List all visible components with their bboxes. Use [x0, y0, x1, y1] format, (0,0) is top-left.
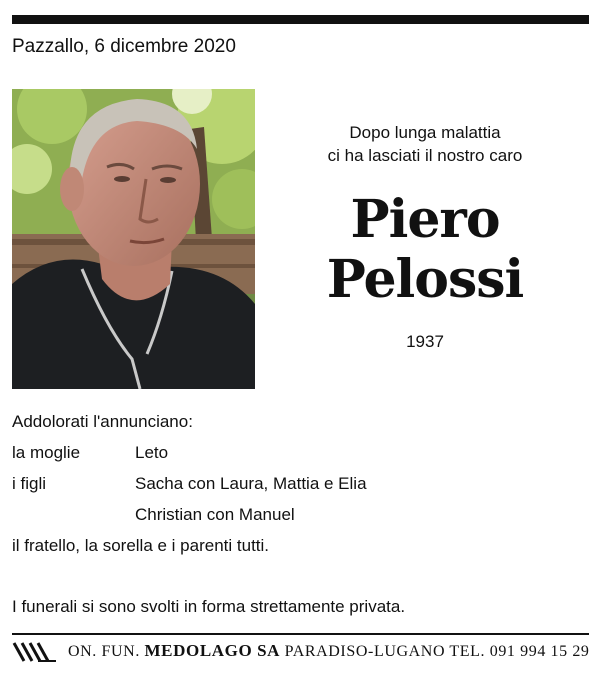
- portrait-photo: [12, 89, 255, 389]
- first-name: Piero: [350, 189, 500, 250]
- intro-line-1: Dopo lunga malattia: [349, 123, 501, 142]
- wife-label: la moglie: [12, 443, 81, 462]
- children-line-2: Christian con Manuel: [135, 505, 295, 524]
- funeral-note: I funerali si sono svolti in forma strettamente privata.: [12, 597, 406, 616]
- children-label: i figli: [12, 474, 47, 493]
- funeral-home-footer: [12, 639, 589, 663]
- top-rule: [12, 15, 589, 24]
- funeral-home-text: [68, 641, 590, 661]
- footer-phone: TEL. 091 994 15 29: [449, 643, 590, 660]
- mourners-heading: Addolorati l'annunciano:: [12, 412, 193, 431]
- birth-year: 1937: [406, 332, 444, 351]
- funeral-home-logo-icon: [12, 641, 58, 668]
- other-relatives: il fratello, la sorella e i parenti tutti.: [12, 536, 270, 555]
- children-line-1: Sacha con Laura, Mattia e Elia: [135, 474, 367, 493]
- wife-name: Leto: [135, 443, 169, 462]
- footer-prefix: ON. FUN.: [68, 643, 140, 660]
- intro-line-2: ci ha lasciati il nostro caro: [327, 146, 523, 165]
- footer-company: MEDOLAGO SA: [144, 641, 281, 660]
- place-date: Pazzallo, 6 dicembre 2020: [12, 36, 236, 57]
- footer-rule: [12, 633, 589, 635]
- last-name: Pelossi: [326, 249, 524, 310]
- footer-location: PARADISO-LUGANO: [284, 643, 446, 660]
